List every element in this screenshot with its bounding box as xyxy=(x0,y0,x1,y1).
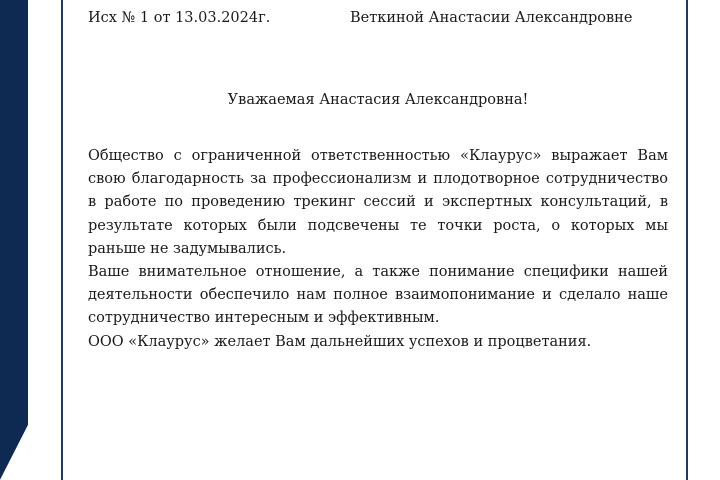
recipient-name: Веткиной Анастасии Александровне xyxy=(350,10,633,26)
letter-body xyxy=(88,145,668,354)
paragraph-gratitude: Общество с ограниченной ответственностью «Клаурус» выражает Вам свою благодарность за профессионализм и плодотворное сотрудничество в работе по проведению трекинг сессий и экспертных консультаций, в результате которых были подсвечены те точки роста, о которых мы раньше не задумывались. xyxy=(88,148,668,257)
outgoing-reference: Исх № 1 от 13.03.2024г. xyxy=(88,10,271,26)
left-decorative-band xyxy=(0,0,60,480)
band-shape xyxy=(0,0,28,480)
salutation: Уважаемая Анастасия Александровна! xyxy=(227,92,529,108)
paragraph-wishes: ООО «Клаурус» желает Вам дальнейших успехов и процветания. xyxy=(88,333,592,350)
paragraph-cooperation: Ваше внимательное отношение, а также понимание специфики нашей деятельности обеспечило нам полное взаимопонимание и сделало наше сотрудничество интересным и эффективным. xyxy=(88,264,668,327)
band-graphic xyxy=(0,0,60,480)
